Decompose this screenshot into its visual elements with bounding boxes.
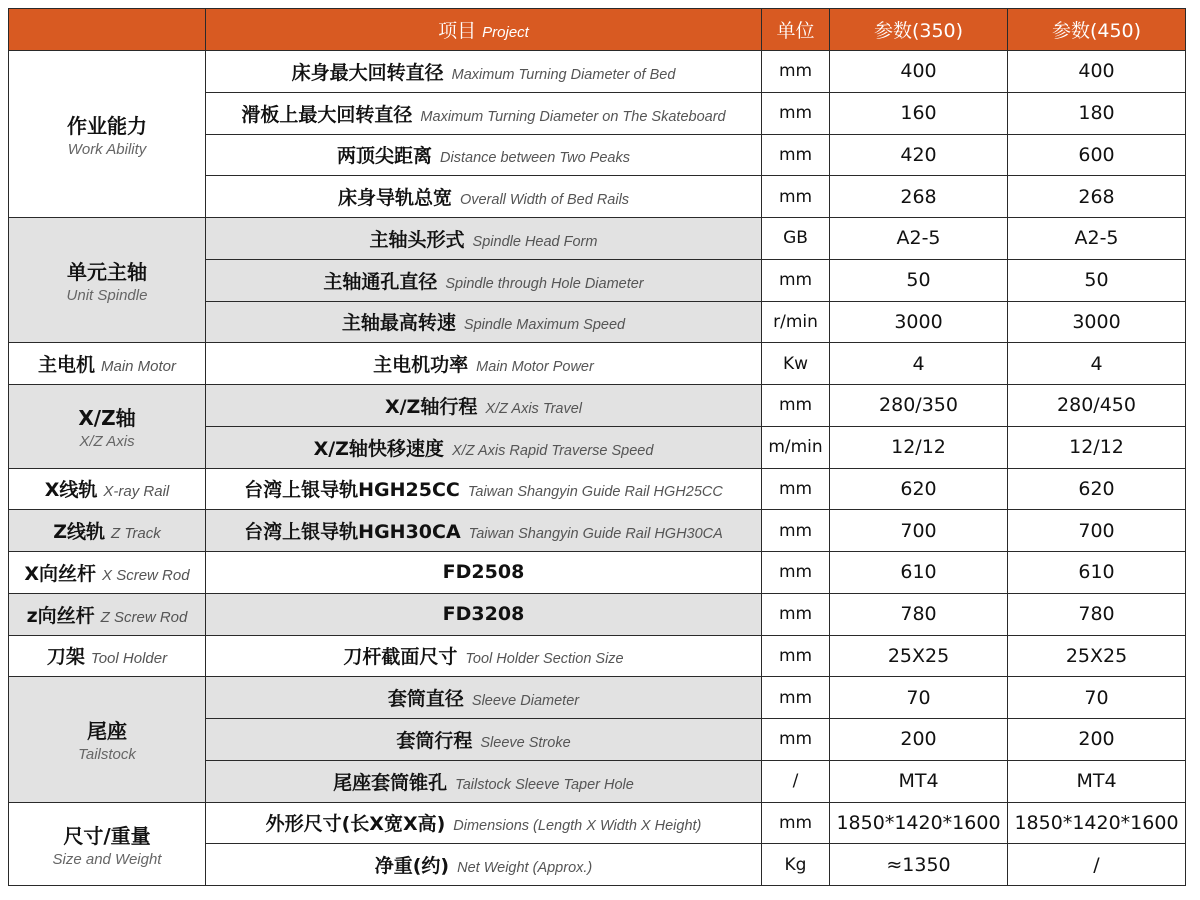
item-en: X/Z Axis Rapid Traverse Speed bbox=[451, 442, 654, 459]
unit-cell: mm bbox=[762, 176, 830, 218]
table-row bbox=[9, 468, 1186, 510]
value-350-cell: 70 bbox=[830, 677, 1008, 719]
value-350-cell: 620 bbox=[830, 468, 1008, 510]
item-cell bbox=[206, 719, 762, 761]
section-title-zh: X向丝杆 bbox=[24, 562, 97, 585]
section-xz-axis bbox=[9, 385, 206, 469]
item-cell bbox=[206, 677, 762, 719]
section-z-screw-rod bbox=[9, 593, 206, 635]
unit-cell: / bbox=[762, 760, 830, 802]
unit-cell: Kw bbox=[762, 343, 830, 385]
section-title-zh: X/Z轴 bbox=[78, 406, 136, 431]
section-title-en: Size and Weight bbox=[52, 850, 162, 868]
item-en: Tool Holder Section Size bbox=[465, 651, 624, 668]
unit-cell: mm bbox=[762, 635, 830, 677]
unit-cell: mm bbox=[762, 510, 830, 552]
section-title-en: Main Motor bbox=[100, 358, 177, 376]
section-unit-spindle bbox=[9, 218, 206, 343]
section-title-en: Work Ability bbox=[67, 141, 147, 158]
item-zh: 尾座套筒锥孔 bbox=[333, 771, 448, 794]
value-450-cell: 4 bbox=[1008, 343, 1186, 385]
item-zh: 台湾上银导轨HGH30CA bbox=[244, 521, 461, 544]
section-tool-holder bbox=[9, 635, 206, 677]
item-en: Taiwan Shangyin Guide Rail HGH30CA bbox=[468, 526, 723, 543]
section-title-en: X/Z Axis bbox=[79, 433, 135, 451]
header-param-450: 参数(450) bbox=[1008, 9, 1186, 51]
item-zh: FD3208 bbox=[442, 603, 525, 626]
item-en: Main Motor Power bbox=[476, 359, 594, 376]
value-350-cell: 780 bbox=[830, 593, 1008, 635]
section-size-weight bbox=[9, 802, 206, 886]
item-zh: 套筒直径 bbox=[387, 688, 464, 711]
section-x-screw-rod bbox=[9, 552, 206, 594]
item-zh: 主电机功率 bbox=[373, 354, 469, 377]
section-title-en: Tool Holder bbox=[90, 650, 168, 668]
value-450-cell: 620 bbox=[1008, 468, 1186, 510]
item-en: Net Weight (Approx.) bbox=[457, 860, 593, 877]
section-title-zh: 尺寸/重量 bbox=[63, 823, 151, 848]
item-cell bbox=[206, 760, 762, 802]
value-450-cell: 200 bbox=[1008, 719, 1186, 761]
item-en: Maximum Turning Diameter on The Skateboard bbox=[420, 108, 726, 125]
value-350-cell: ≈1350 bbox=[830, 844, 1008, 886]
spec-table-container bbox=[8, 8, 1186, 886]
value-450-cell: MT4 bbox=[1008, 760, 1186, 802]
item-en: Sleeve Stroke bbox=[480, 734, 571, 751]
table-row bbox=[9, 593, 1186, 635]
table-row bbox=[9, 635, 1186, 677]
section-title-en: Z Screw Rod bbox=[100, 608, 188, 626]
value-350-cell: 610 bbox=[830, 552, 1008, 594]
item-cell bbox=[206, 593, 762, 635]
item-en: Maximum Turning Diameter of Bed bbox=[451, 66, 676, 83]
value-350-cell: 268 bbox=[830, 176, 1008, 218]
value-350-cell: 280/350 bbox=[830, 385, 1008, 427]
value-350-cell: 700 bbox=[830, 510, 1008, 552]
value-350-cell: 3000 bbox=[830, 301, 1008, 343]
value-350-cell: 12/12 bbox=[830, 426, 1008, 468]
item-cell bbox=[206, 426, 762, 468]
value-350-cell: 50 bbox=[830, 259, 1008, 301]
value-450-cell: 12/12 bbox=[1008, 426, 1186, 468]
section-work-ability bbox=[9, 51, 206, 218]
value-350-cell: 1850*1420*1600 bbox=[830, 802, 1008, 844]
value-350-cell: 25X25 bbox=[830, 635, 1008, 677]
section-title-en: Tailstock bbox=[78, 746, 136, 764]
header-project-zh: 项目 bbox=[438, 20, 477, 42]
value-350-cell: 420 bbox=[830, 134, 1008, 176]
item-zh: 主轴最高转速 bbox=[341, 312, 456, 335]
value-450-cell: 180 bbox=[1008, 92, 1186, 134]
header-unit: 单位 bbox=[762, 9, 830, 51]
item-zh: FD2508 bbox=[442, 561, 525, 584]
unit-cell: Kg bbox=[762, 844, 830, 886]
item-cell bbox=[206, 301, 762, 343]
item-zh: 套筒行程 bbox=[396, 729, 473, 752]
value-450-cell: 25X25 bbox=[1008, 635, 1186, 677]
item-en: Sleeve Diameter bbox=[471, 693, 580, 710]
item-cell bbox=[206, 510, 762, 552]
unit-cell: mm bbox=[762, 134, 830, 176]
item-zh: 净重(约) bbox=[374, 855, 450, 878]
table-row bbox=[9, 510, 1186, 552]
item-en: Overall Width of Bed Rails bbox=[459, 192, 630, 209]
item-en: Taiwan Shangyin Guide Rail HGH25CC bbox=[467, 484, 723, 501]
section-z-track bbox=[9, 510, 206, 552]
section-main-motor bbox=[9, 343, 206, 385]
unit-cell: mm bbox=[762, 593, 830, 635]
item-zh: 两顶尖距离 bbox=[337, 145, 433, 168]
item-cell bbox=[206, 552, 762, 594]
value-450-cell: / bbox=[1008, 844, 1186, 886]
table-row bbox=[9, 385, 1186, 427]
header-row bbox=[9, 9, 1186, 51]
item-zh: X/Z轴行程 bbox=[384, 395, 478, 418]
unit-cell: GB bbox=[762, 218, 830, 260]
item-cell bbox=[206, 92, 762, 134]
value-450-cell: 70 bbox=[1008, 677, 1186, 719]
item-en: Distance between Two Peaks bbox=[440, 150, 630, 167]
item-cell bbox=[206, 176, 762, 218]
value-450-cell: 400 bbox=[1008, 51, 1186, 93]
value-350-cell: 160 bbox=[830, 92, 1008, 134]
header-project bbox=[206, 9, 762, 51]
item-zh: 主轴头形式 bbox=[369, 228, 465, 251]
table-row bbox=[9, 343, 1186, 385]
unit-cell: r/min bbox=[762, 301, 830, 343]
section-title-zh: z向丝杆 bbox=[26, 604, 95, 627]
unit-cell: mm bbox=[762, 385, 830, 427]
unit-cell: mm bbox=[762, 468, 830, 510]
section-title-en: Z Track bbox=[111, 525, 161, 543]
table-row bbox=[9, 51, 1186, 93]
section-title-zh: 主电机 bbox=[37, 354, 95, 377]
item-en: Tailstock Sleeve Taper Hole bbox=[455, 776, 634, 793]
value-450-cell: 3000 bbox=[1008, 301, 1186, 343]
value-350-cell: MT4 bbox=[830, 760, 1008, 802]
value-350-cell: A2-5 bbox=[830, 218, 1008, 260]
table-row bbox=[9, 802, 1186, 844]
table-row bbox=[9, 677, 1186, 719]
item-zh: 刀杆截面尺寸 bbox=[343, 646, 458, 669]
section-title-zh: 刀架 bbox=[46, 646, 85, 669]
item-cell bbox=[206, 385, 762, 427]
item-zh: X/Z轴快移速度 bbox=[313, 437, 444, 460]
unit-cell: m/min bbox=[762, 426, 830, 468]
value-350-cell: 400 bbox=[830, 51, 1008, 93]
item-cell bbox=[206, 51, 762, 93]
item-cell bbox=[206, 134, 762, 176]
section-title-zh: 单元主轴 bbox=[67, 260, 147, 285]
unit-cell: mm bbox=[762, 802, 830, 844]
section-title-zh: Z线轨 bbox=[53, 521, 106, 544]
section-title-en: Unit Spindle bbox=[66, 287, 148, 305]
item-zh: 外形尺寸(长X宽X高) bbox=[265, 813, 446, 836]
item-en: Dimensions (Length X Width X Height) bbox=[453, 818, 702, 835]
section-title-en: X Screw Rod bbox=[102, 566, 190, 584]
unit-cell: mm bbox=[762, 719, 830, 761]
section-tailstock bbox=[9, 677, 206, 802]
unit-cell: mm bbox=[762, 92, 830, 134]
section-title-en: X-ray Rail bbox=[103, 483, 170, 501]
value-450-cell: 280/450 bbox=[1008, 385, 1186, 427]
unit-cell: mm bbox=[762, 259, 830, 301]
header-blank-cell bbox=[9, 9, 206, 51]
unit-cell: mm bbox=[762, 51, 830, 93]
value-450-cell: 700 bbox=[1008, 510, 1186, 552]
item-cell bbox=[206, 802, 762, 844]
value-450-cell: 780 bbox=[1008, 593, 1186, 635]
table-row bbox=[9, 552, 1186, 594]
value-450-cell: 610 bbox=[1008, 552, 1186, 594]
value-450-cell: 600 bbox=[1008, 134, 1186, 176]
unit-cell: mm bbox=[762, 677, 830, 719]
value-450-cell: 268 bbox=[1008, 176, 1186, 218]
item-zh: 台湾上银导轨HGH25CC bbox=[244, 479, 460, 502]
item-zh: 滑板上最大回转直径 bbox=[241, 103, 413, 126]
item-cell bbox=[206, 844, 762, 886]
section-title-zh: 作业能力 bbox=[67, 114, 147, 138]
item-zh: 床身最大回转直径 bbox=[291, 61, 444, 84]
value-350-cell: 200 bbox=[830, 719, 1008, 761]
section-title-zh: 尾座 bbox=[87, 719, 127, 744]
header-param-350: 参数(350) bbox=[830, 9, 1008, 51]
header-project-en: Project bbox=[482, 24, 529, 41]
section-title-zh: X线轨 bbox=[44, 479, 98, 502]
item-en: Spindle Head Form bbox=[472, 233, 598, 250]
item-cell bbox=[206, 259, 762, 301]
table-row bbox=[9, 218, 1186, 260]
section-x-rail bbox=[9, 468, 206, 510]
value-450-cell: 1850*1420*1600 bbox=[1008, 802, 1186, 844]
item-cell bbox=[206, 218, 762, 260]
spec-table bbox=[8, 8, 1186, 886]
item-cell bbox=[206, 635, 762, 677]
item-zh: 床身导轨总宽 bbox=[337, 187, 452, 210]
value-450-cell: 50 bbox=[1008, 259, 1186, 301]
unit-cell: mm bbox=[762, 552, 830, 594]
item-zh: 主轴通孔直径 bbox=[323, 270, 438, 293]
item-cell bbox=[206, 343, 762, 385]
item-en: Spindle Maximum Speed bbox=[463, 317, 626, 334]
value-450-cell: A2-5 bbox=[1008, 218, 1186, 260]
value-350-cell: 4 bbox=[830, 343, 1008, 385]
item-cell bbox=[206, 468, 762, 510]
item-en: Spindle through Hole Diameter bbox=[445, 275, 644, 292]
item-en: X/Z Axis Travel bbox=[485, 400, 583, 417]
